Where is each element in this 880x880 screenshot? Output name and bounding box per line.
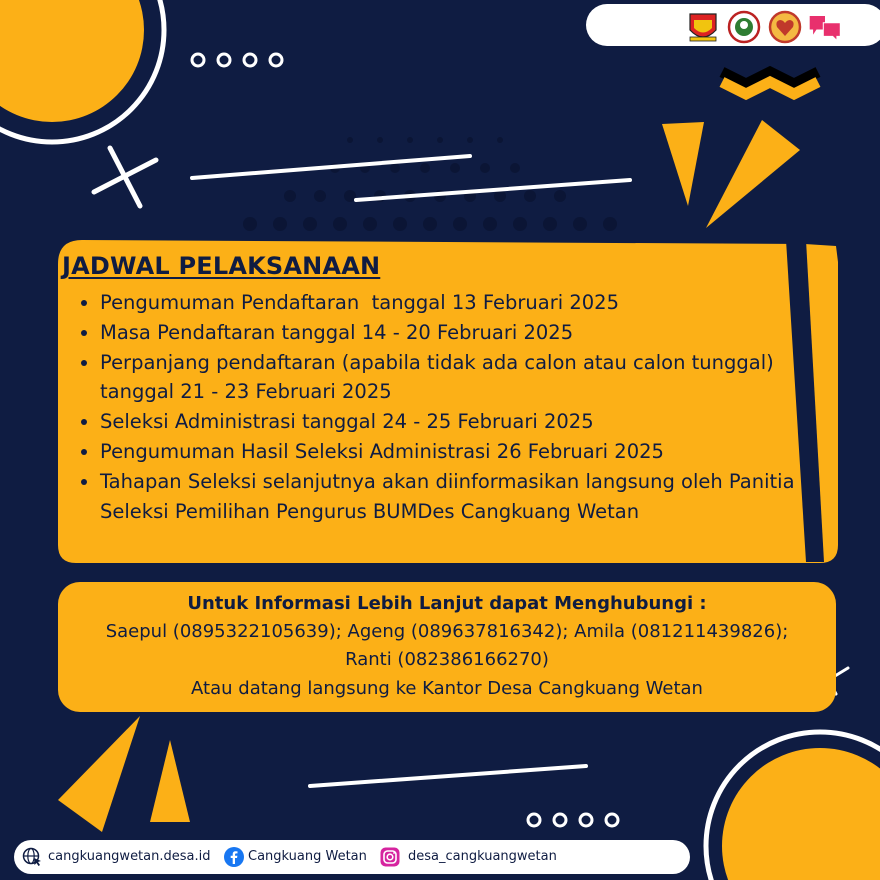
heart-emblem-logo bbox=[768, 10, 802, 44]
facebook-link[interactable]: Cangkuang Wetan bbox=[248, 849, 367, 864]
regency-crest-logo bbox=[686, 10, 720, 44]
schedule-list bbox=[62, 288, 840, 526]
globe-cursor-icon bbox=[22, 847, 42, 867]
cross-top-left bbox=[94, 148, 156, 206]
footer-bar bbox=[14, 840, 690, 874]
pink-chat-logo bbox=[808, 10, 842, 44]
triangle-top-right-1 bbox=[662, 122, 704, 206]
facebook-icon bbox=[224, 847, 244, 867]
website-link[interactable]: cangkuangwetan.desa.id bbox=[48, 849, 211, 864]
schedule-item: • Seleksi Administrasi tanggal 24 - 25 Februari 2025 bbox=[100, 407, 840, 437]
zigzag-top-right bbox=[722, 82, 818, 94]
round-emblem-logo bbox=[727, 10, 761, 44]
contact-office-note: Atau datang langsung ke Kantor Desa Cangkuang Wetan bbox=[191, 678, 703, 699]
instagram-link[interactable]: desa_cangkuangwetan bbox=[408, 849, 557, 864]
contact-phones-continued: Ranti (082386166270) bbox=[345, 649, 549, 670]
schedule-item: • Masa Pendaftaran tanggal 14 - 20 Februari 2025 bbox=[100, 318, 840, 348]
contact-title: Untuk Informasi Lebih Lanjut dapat Menghubungi : bbox=[187, 593, 707, 614]
dots-bottom bbox=[528, 814, 618, 826]
triangle-bottom-left-1 bbox=[58, 716, 140, 832]
instagram-icon bbox=[380, 847, 400, 867]
triangle-bottom-left-2 bbox=[150, 740, 190, 822]
schedule-item: • Pengumuman Hasil Seleksi Administrasi 26 Februari 2025 bbox=[100, 437, 840, 467]
schedule-item: • Tahapan Seleksi selanjutnya akan diinformasikan langsung oleh Panitia Seleksi Pemilihan Pengurus BUMDes Cangkuang Wetan bbox=[100, 467, 840, 527]
schedule-item: • Perpanjang pendaftaran (apabila tidak ada calon atau calon tunggal) tanggal 21 - 23 Februari 2025 bbox=[100, 348, 840, 408]
white-line-bottom bbox=[310, 766, 586, 786]
triangle-top-right-2 bbox=[706, 120, 800, 228]
circle-bottom-right bbox=[722, 748, 880, 880]
logo-bar bbox=[586, 4, 880, 46]
contact-phones: Saepul (0895322105639); Ageng (089637816342); Amila (081211439826); bbox=[105, 621, 789, 642]
circle-top-left bbox=[0, 0, 144, 122]
dots-top bbox=[192, 54, 282, 66]
schedule-title: JADWAL PELAKSANAAN bbox=[62, 252, 381, 280]
schedule-item: • Pengumuman Pendaftaran tanggal 13 Februari 2025 bbox=[100, 288, 840, 318]
